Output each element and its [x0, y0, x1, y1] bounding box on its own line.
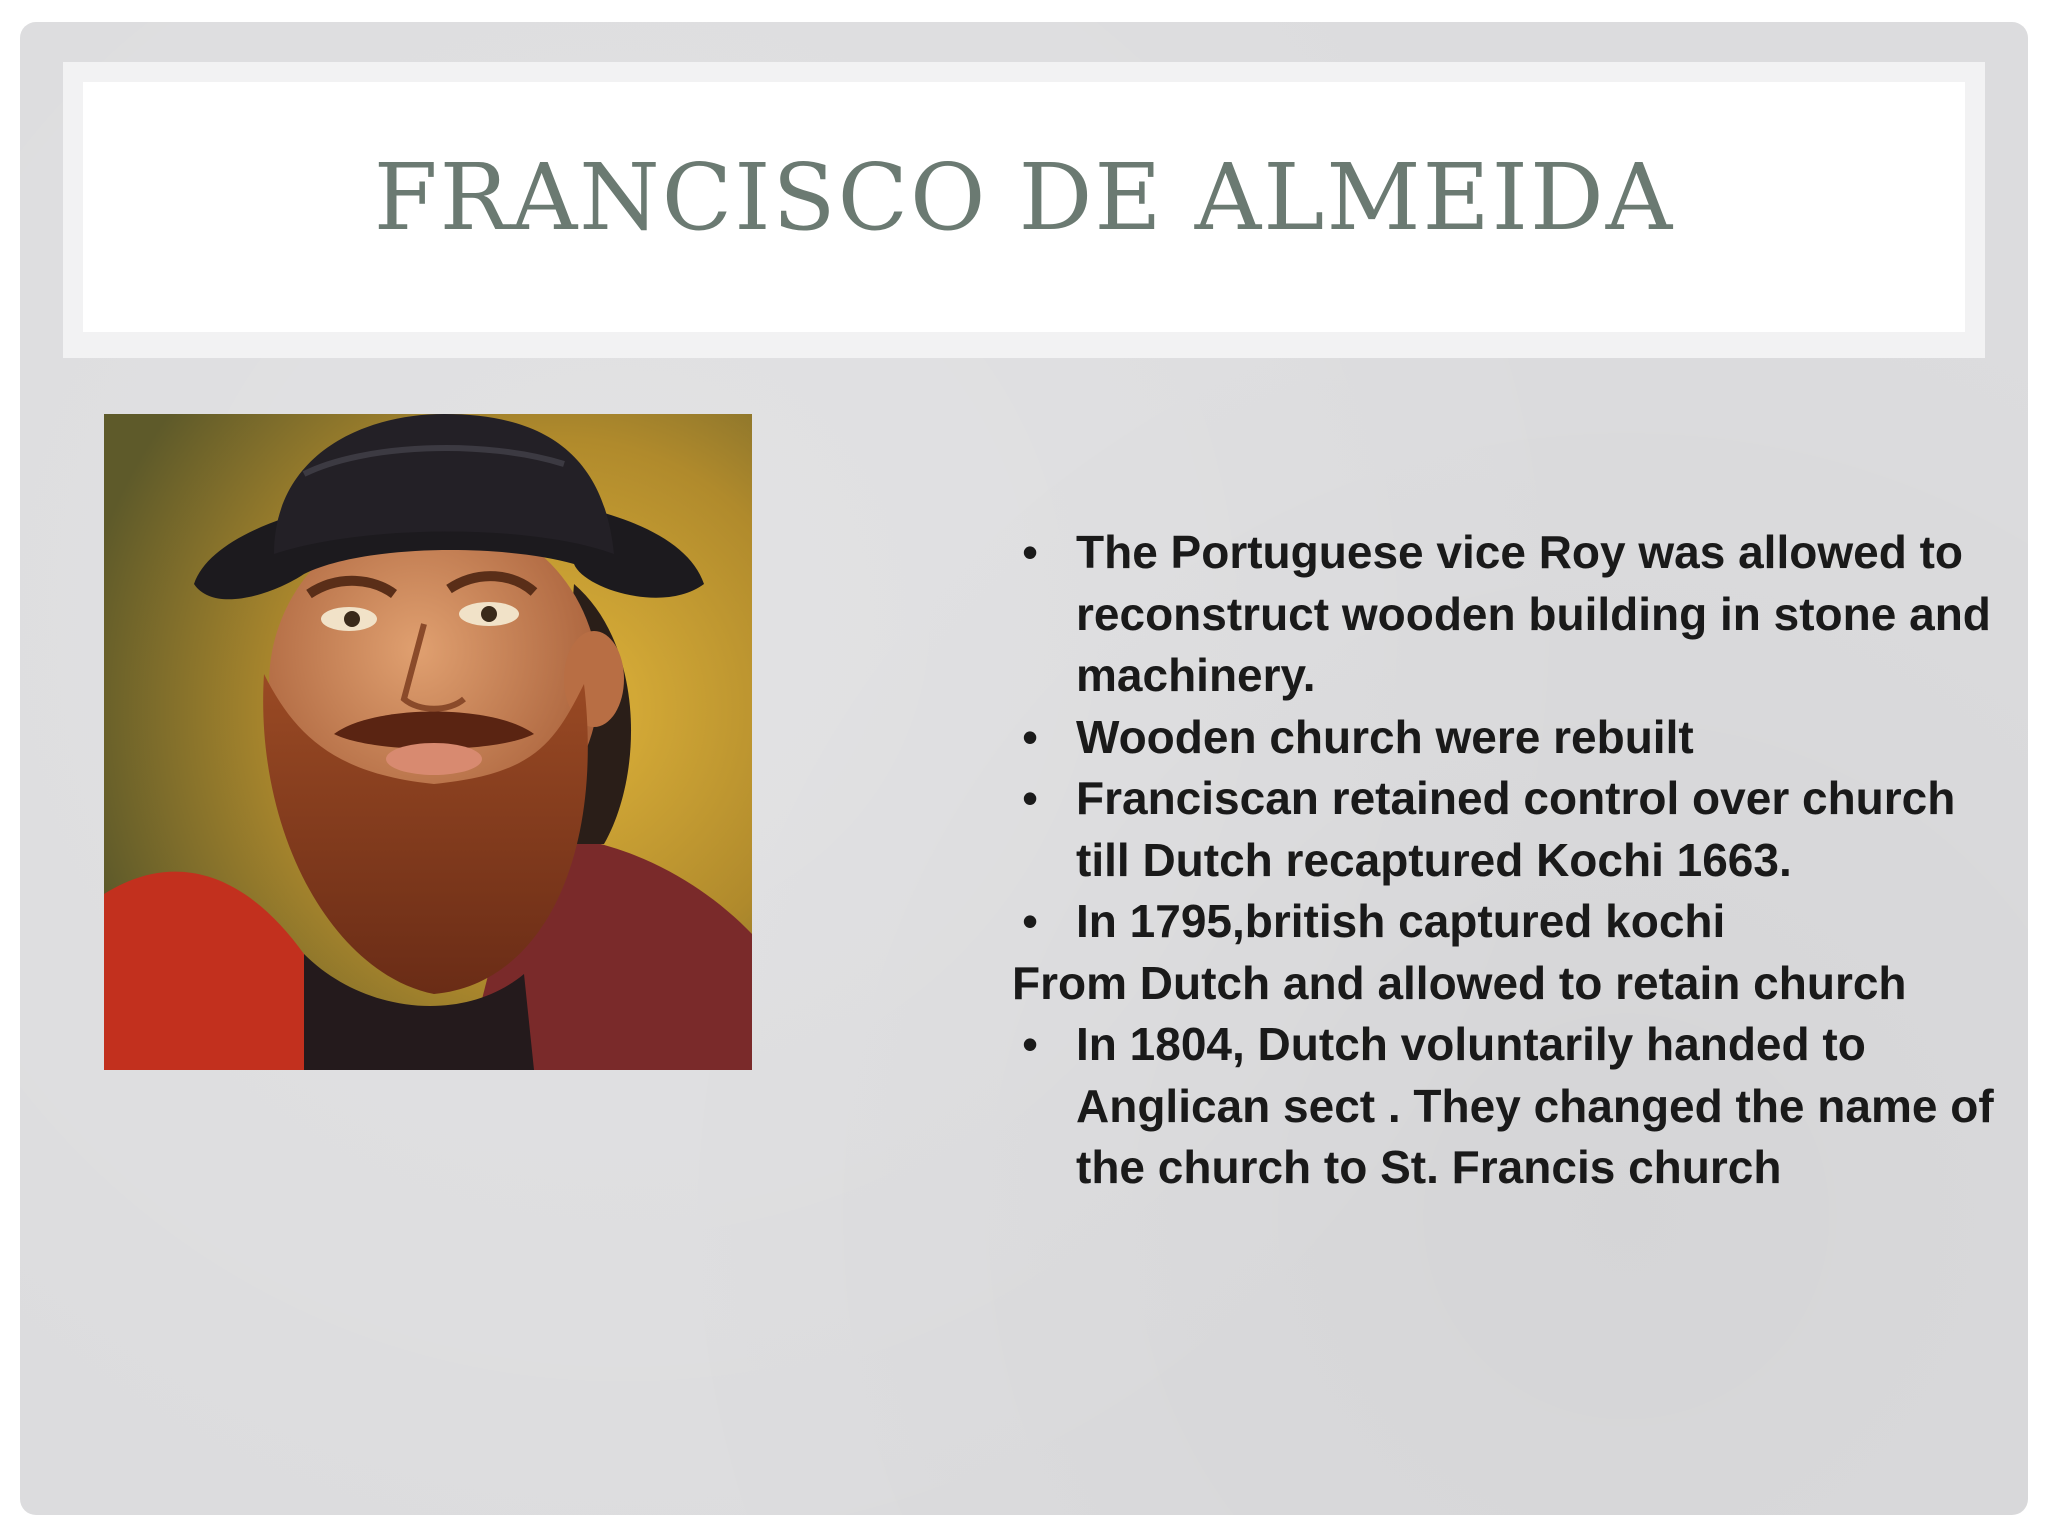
bullet-list	[1012, 522, 2012, 1199]
bullet-text: In 1795,british captured kochi	[1076, 895, 1726, 947]
bullet-text: In 1804, Dutch voluntarily handed to Anglican sect . They changed the name of the church to St. Francis church	[1076, 1018, 1994, 1193]
list-item	[1012, 891, 2012, 953]
bullet-marker: •	[1022, 526, 1039, 578]
list-item	[1012, 1014, 2012, 1199]
bullet-marker: •	[1022, 895, 1039, 947]
bullet-text: Wooden church were rebuilt	[1076, 710, 1694, 763]
portrait-image	[104, 414, 752, 1070]
portrait-illustration	[104, 414, 752, 1070]
bullet-marker: •	[1022, 772, 1039, 824]
bullet-marker: •	[1022, 710, 1039, 763]
slide-title: FRANCISCO DE ALMEIDA	[373, 144, 1675, 251]
list-item	[1012, 768, 2012, 891]
title-frame	[63, 62, 1985, 358]
slide	[20, 22, 2028, 1515]
title-box	[83, 82, 1965, 332]
list-item	[1012, 522, 2012, 707]
bullet-text: Franciscan retained control over church till Dutch recaptured Kochi 1663.	[1076, 772, 1956, 886]
bullet-marker: •	[1022, 1018, 1039, 1070]
list-item-continuation	[1012, 953, 2012, 1015]
list-item	[1012, 707, 2012, 769]
bullet-text: The Portuguese vice Roy was allowed to reconstruct wooden building in stone and machinery.	[1076, 526, 1991, 701]
bullet-text: From Dutch and allowed to retain church	[1012, 956, 1907, 1009]
